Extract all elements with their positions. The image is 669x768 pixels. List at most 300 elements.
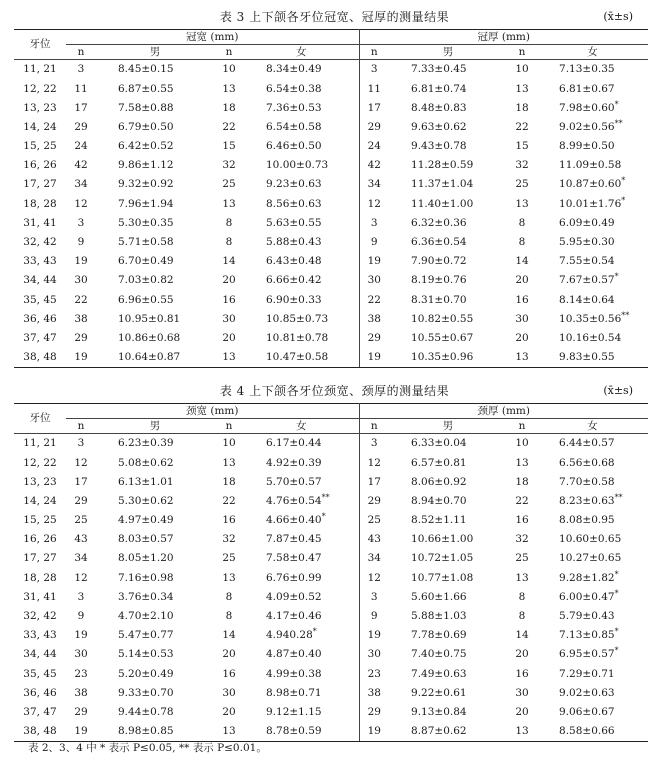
cell-n-female: 20 xyxy=(515,274,529,287)
cell-n-male: 34 xyxy=(74,178,88,191)
table-row xyxy=(14,329,648,348)
cell-n-female: 8 xyxy=(518,610,526,623)
cell-n-male: 29 xyxy=(74,331,88,344)
cell-value-male: 9.32±0.92 xyxy=(118,178,174,191)
cell-n-male: 29 xyxy=(367,494,381,507)
cell-value-male: 10.55±0.67 xyxy=(411,331,474,344)
table4-header-tooth: 牙位 xyxy=(14,404,66,434)
table-row xyxy=(14,607,648,626)
cell-n-female: 30 xyxy=(222,686,236,699)
cell-n-male: 29 xyxy=(74,705,88,718)
cell-value-male: 9.22±0.61 xyxy=(411,686,467,699)
cell-tooth-position: 35, 45 xyxy=(23,293,57,306)
cell-n-female: 30 xyxy=(515,312,529,325)
table-row xyxy=(14,588,648,607)
cell-value-female: 8.34±0.49 xyxy=(244,60,359,80)
table-row xyxy=(14,233,648,252)
cell-value-female: 10.47±0.58 xyxy=(244,348,359,368)
cell-value-male: 8.48±0.83 xyxy=(411,101,467,114)
table-row xyxy=(14,194,648,213)
cell-n-male: 25 xyxy=(367,514,381,527)
cell-value-male: 10.82±0.55 xyxy=(411,312,474,325)
cell-n-male: 42 xyxy=(367,159,381,172)
cell-value-male: 5.30±0.62 xyxy=(118,494,174,507)
cell-value-female: 6.54±0.38 xyxy=(244,79,359,98)
cell-value-male: 6.33±0.04 xyxy=(411,437,467,450)
cell-n-female: 8 xyxy=(518,216,526,229)
cell-n-female: 16 xyxy=(515,293,529,306)
cell-n-female: 20 xyxy=(222,331,236,344)
table-row xyxy=(14,626,648,645)
cell-n-female: 18 xyxy=(515,475,529,488)
cell-n-female: 13 xyxy=(222,571,236,584)
cell-n-male: 29 xyxy=(367,705,381,718)
cell-value-male: 10.95±0.81 xyxy=(118,312,181,325)
cell-tooth-position: 18, 28 xyxy=(23,571,57,584)
cell-n-male: 19 xyxy=(367,629,381,642)
cell-n-male: 9 xyxy=(77,610,85,623)
cell-n-male: 17 xyxy=(74,475,88,488)
cell-value-male: 6.87±0.55 xyxy=(118,82,174,95)
cell-n-female: 30 xyxy=(222,312,236,325)
cell-value-female: 6.54±0.58 xyxy=(244,118,359,137)
cell-n-male: 12 xyxy=(74,571,88,584)
cell-value-male: 4.97±0.49 xyxy=(118,514,174,527)
cell-value-female: 7.55±0.54 xyxy=(559,255,615,268)
cell-value-male: 11.28±0.59 xyxy=(411,159,474,172)
cell-n-male: 3 xyxy=(370,590,378,603)
cell-n-female: 25 xyxy=(222,552,236,565)
table3-sub-female: 女 xyxy=(537,45,648,60)
cell-value-male: 7.90±0.72 xyxy=(411,255,467,268)
cell-tooth-position: 12, 22 xyxy=(23,82,57,95)
cell-value-male: 8.19±0.76 xyxy=(411,274,467,287)
cell-tooth-position: 18, 28 xyxy=(23,197,57,210)
significance-marker: ** xyxy=(614,492,623,502)
cell-n-male: 3 xyxy=(77,63,85,76)
significance-marker: ** xyxy=(621,310,630,320)
cell-value-female: 4.99±0.38 xyxy=(244,664,359,683)
cell-value-male: 10.72±1.05 xyxy=(411,552,474,565)
cell-value-male: 6.42±0.52 xyxy=(118,140,174,153)
cell-value-female: 5.70±0.57 xyxy=(244,472,359,491)
significance-marker: * xyxy=(614,627,619,637)
cell-value-female: 10.16±0.54 xyxy=(559,331,622,344)
cell-value-female: 6.44±0.57 xyxy=(559,437,615,450)
cell-value-male: 5.47±0.77 xyxy=(118,629,174,642)
cell-n-female: 16 xyxy=(222,293,236,306)
cell-value-male: 6.32±0.36 xyxy=(411,216,467,229)
cell-value-male: 6.23±0.39 xyxy=(118,437,174,450)
cell-n-male: 17 xyxy=(367,475,381,488)
cell-n-female: 14 xyxy=(515,629,529,642)
cell-n-male: 42 xyxy=(74,159,88,172)
cell-tooth-position: 17, 27 xyxy=(23,178,57,191)
cell-n-female: 16 xyxy=(515,514,529,527)
cell-n-male: 12 xyxy=(367,456,381,469)
significance-marker: * xyxy=(614,272,619,282)
cell-n-male: 11 xyxy=(74,82,88,95)
cell-tooth-position: 17, 27 xyxy=(23,552,57,565)
cell-tooth-position: 37, 47 xyxy=(23,331,57,344)
cell-n-female: 16 xyxy=(222,514,236,527)
cell-value-female: 8.99±0.50 xyxy=(559,140,615,153)
cell-value-female: 10.81±0.78 xyxy=(244,329,359,348)
cell-value-male: 8.94±0.70 xyxy=(411,494,467,507)
cell-tooth-position: 32, 42 xyxy=(23,236,57,249)
cell-n-female: 13 xyxy=(507,722,537,742)
table-row xyxy=(14,472,648,491)
cell-value-female: 8.14±0.64 xyxy=(559,293,615,306)
cell-n-male: 23 xyxy=(367,667,381,680)
cell-tooth-position: 35, 45 xyxy=(23,667,57,680)
cell-value-male: 6.79±0.50 xyxy=(118,120,174,133)
table-row xyxy=(14,156,648,175)
cell-value-female: 4.87±0.40 xyxy=(244,645,359,664)
significance-marker: ** xyxy=(321,492,330,502)
cell-n-male: 30 xyxy=(367,648,381,661)
cell-n-male: 19 xyxy=(359,722,389,742)
cell-n-male: 34 xyxy=(367,178,381,191)
cell-value-female: 9.83±0.55 xyxy=(537,348,648,368)
cell-n-female: 10 xyxy=(515,63,529,76)
cell-n-female: 22 xyxy=(515,120,529,133)
table-row xyxy=(14,683,648,702)
cell-value-female: 6.56±0.68 xyxy=(559,456,615,469)
cell-n-female: 18 xyxy=(515,101,529,114)
cell-value-female: 4.09±0.52 xyxy=(244,588,359,607)
cell-value-male: 11.37±1.04 xyxy=(411,178,474,191)
cell-tooth-position: 11, 21 xyxy=(23,437,57,450)
table4-sub-n: n xyxy=(66,419,96,434)
table3-caption xyxy=(0,10,669,24)
cell-value-female: 4.66±0.40* xyxy=(244,511,359,530)
cell-value-male: 7.78±0.69 xyxy=(411,629,467,642)
cell-n-female: 13 xyxy=(222,197,236,210)
cell-tooth-position: 12, 22 xyxy=(23,456,57,469)
table-row xyxy=(14,722,648,742)
cell-n-female: 22 xyxy=(222,120,236,133)
cell-n-male: 19 xyxy=(74,255,88,268)
cell-n-male: 3 xyxy=(370,63,378,76)
footnote: 表 2、3、4 中 * 表示 P≤0.05, ** 表示 P≤0.01。 xyxy=(28,742,267,754)
table-row xyxy=(14,118,648,137)
cell-value-male: 8.05±1.20 xyxy=(118,552,174,565)
cell-value-male: 6.57±0.81 xyxy=(411,456,467,469)
cell-value-male: 11.40±1.00 xyxy=(411,197,474,210)
cell-tooth-position: 34, 44 xyxy=(23,274,57,287)
cell-value-female: 6.90±0.33 xyxy=(244,290,359,309)
cell-value-male: 8.52±1.11 xyxy=(411,514,467,527)
cell-value-male: 10.35±0.96 xyxy=(389,348,507,368)
cell-value-male: 5.60±1.66 xyxy=(411,590,467,603)
table3-unit: (x̄±s) xyxy=(603,10,633,23)
table3-sub-male: 男 xyxy=(389,45,507,60)
cell-n-female: 10 xyxy=(222,63,236,76)
cell-value-female: 10.87±0.60* xyxy=(559,176,626,191)
table-row xyxy=(14,703,648,722)
cell-value-male: 7.49±0.63 xyxy=(411,667,467,680)
cell-value-female: 8.58±0.66 xyxy=(537,722,648,742)
significance-marker: ** xyxy=(614,118,623,128)
cell-n-male: 3 xyxy=(77,216,85,229)
table-row xyxy=(14,549,648,568)
cell-n-male: 19 xyxy=(66,348,96,368)
table-row xyxy=(14,175,648,194)
cell-tooth-position: 36, 46 xyxy=(23,686,57,699)
significance-marker: * xyxy=(321,512,326,522)
cell-tooth-position: 11, 21 xyxy=(23,63,57,76)
cell-n-female: 14 xyxy=(222,629,236,642)
table4-header-neck-thickness: 颈厚 (mm) xyxy=(359,404,648,419)
cell-n-male: 3 xyxy=(370,437,378,450)
cell-n-female: 8 xyxy=(225,236,233,249)
cell-tooth-position: 13, 23 xyxy=(23,475,57,488)
table4-caption xyxy=(0,384,669,398)
table3-header-tooth: 牙位 xyxy=(14,30,66,60)
cell-value-male: 5.71±0.58 xyxy=(118,236,174,249)
cell-value-male: 10.64±0.87 xyxy=(96,348,214,368)
cell-value-female: 5.79±0.43 xyxy=(559,610,615,623)
cell-n-male: 25 xyxy=(74,514,88,527)
table-row xyxy=(14,645,648,664)
significance-marker: * xyxy=(614,588,619,598)
cell-value-male: 8.98±0.85 xyxy=(96,722,214,742)
table4-sub-female: 女 xyxy=(537,419,648,434)
cell-tooth-position: 33, 43 xyxy=(23,629,57,642)
cell-n-female: 8 xyxy=(225,590,233,603)
cell-value-male: 7.03±0.82 xyxy=(118,274,174,287)
cell-n-male: 22 xyxy=(74,293,88,306)
table3-body xyxy=(14,60,648,368)
cell-value-female: 6.43±0.48 xyxy=(244,252,359,271)
cell-value-male: 6.70±0.49 xyxy=(118,255,174,268)
cell-n-female: 13 xyxy=(214,348,244,368)
cell-n-female: 20 xyxy=(515,331,529,344)
cell-value-female: 7.98±0.60* xyxy=(559,99,619,114)
cell-tooth-position: 14, 24 xyxy=(23,120,57,133)
cell-tooth-position: 13, 23 xyxy=(23,101,57,114)
cell-value-female: 8.56±0.63 xyxy=(244,194,359,213)
table4-sub-male: 男 xyxy=(389,419,507,434)
cell-value-female: 4.76±0.54** xyxy=(244,492,359,511)
cell-value-female: 7.29±0.71 xyxy=(559,667,615,680)
cell-value-female: 6.46±0.50 xyxy=(244,137,359,156)
significance-marker: * xyxy=(614,646,619,656)
cell-n-female: 13 xyxy=(214,722,244,742)
cell-n-female: 32 xyxy=(222,159,236,172)
cell-n-female: 13 xyxy=(507,348,537,368)
cell-n-male: 38 xyxy=(74,312,88,325)
cell-tooth-position: 31, 41 xyxy=(23,590,57,603)
cell-n-male: 29 xyxy=(367,120,381,133)
table3-header-crown-thickness: 冠厚 (mm) xyxy=(359,30,648,45)
cell-value-female: 9.23±0.63 xyxy=(244,175,359,194)
cell-value-female: 10.35±0.56** xyxy=(559,310,630,325)
cell-n-male: 3 xyxy=(77,437,85,450)
cell-n-male: 30 xyxy=(74,274,88,287)
table4-sub-n: n xyxy=(214,419,244,434)
cell-tooth-position: 34, 44 xyxy=(23,648,57,661)
cell-value-male: 8.03±0.57 xyxy=(118,533,174,546)
cell-tooth-position: 16, 26 xyxy=(23,159,57,172)
table-row xyxy=(14,434,648,454)
table3-sub-n: n xyxy=(507,45,537,60)
cell-value-female: 4.17±0.46 xyxy=(244,607,359,626)
cell-n-male: 17 xyxy=(367,101,381,114)
cell-n-male: 30 xyxy=(74,648,88,661)
cell-value-male: 9.33±0.70 xyxy=(118,686,174,699)
cell-value-female: 7.70±0.58 xyxy=(559,475,615,488)
table3-sub-n: n xyxy=(359,45,389,60)
cell-value-male: 5.14±0.53 xyxy=(118,648,174,661)
cell-value-male: 3.76±0.34 xyxy=(118,590,174,603)
significance-marker: * xyxy=(614,569,619,579)
cell-n-female: 8 xyxy=(225,610,233,623)
cell-n-male: 23 xyxy=(74,667,88,680)
cell-n-male: 19 xyxy=(66,722,96,742)
cell-value-female: 9.12±1.15 xyxy=(244,703,359,722)
cell-value-female: 6.81±0.67 xyxy=(559,82,615,95)
cell-n-female: 32 xyxy=(222,533,236,546)
cell-n-male: 12 xyxy=(74,197,88,210)
cell-value-female: 7.87±0.45 xyxy=(244,530,359,549)
cell-n-female: 20 xyxy=(222,274,236,287)
table-row xyxy=(14,453,648,472)
cell-value-female: 9.06±0.67 xyxy=(559,705,615,718)
table-row xyxy=(14,664,648,683)
cell-value-male: 4.70±2.10 xyxy=(118,610,174,623)
significance-marker: * xyxy=(621,176,626,186)
table3-sub-n: n xyxy=(66,45,96,60)
cell-value-male: 6.96±0.55 xyxy=(118,293,174,306)
cell-value-female: 7.13±0.35 xyxy=(559,63,615,76)
cell-value-male: 9.63±0.62 xyxy=(411,120,467,133)
cell-n-male: 30 xyxy=(367,274,381,287)
table4 xyxy=(14,403,648,742)
cell-n-female: 32 xyxy=(515,533,529,546)
cell-tooth-position: 33, 43 xyxy=(23,255,57,268)
table-row xyxy=(14,271,648,290)
table-row xyxy=(14,511,648,530)
cell-n-female: 10 xyxy=(222,437,236,450)
significance-marker: * xyxy=(614,99,619,109)
cell-n-male: 43 xyxy=(367,533,381,546)
table-row xyxy=(14,492,648,511)
table4-header-neck-width: 颈宽 (mm) xyxy=(66,404,359,419)
table4-sub-n: n xyxy=(359,419,389,434)
cell-n-female: 13 xyxy=(515,82,529,95)
cell-n-female: 22 xyxy=(515,494,529,507)
cell-n-male: 29 xyxy=(367,331,381,344)
cell-value-female: 6.09±0.49 xyxy=(559,216,615,229)
significance-marker: * xyxy=(312,627,317,637)
cell-tooth-position: 38, 48 xyxy=(14,348,66,368)
table4-title: 表 4 上下颌各牙位颈宽、颈厚的测量结果 xyxy=(219,384,450,398)
cell-n-male: 34 xyxy=(74,552,88,565)
table4-sub-female: 女 xyxy=(244,419,359,434)
cell-value-male: 9.44±0.78 xyxy=(118,705,174,718)
cell-value-male: 7.33±0.45 xyxy=(411,63,467,76)
cell-value-female: 7.13±0.85* xyxy=(559,627,619,642)
cell-value-male: 9.13±0.84 xyxy=(411,705,467,718)
cell-value-male: 7.16±0.98 xyxy=(118,571,174,584)
cell-value-female: 11.09±0.58 xyxy=(559,159,622,172)
cell-n-male: 38 xyxy=(367,686,381,699)
cell-n-female: 20 xyxy=(515,648,529,661)
cell-value-female: 8.98±0.71 xyxy=(244,683,359,702)
cell-n-female: 20 xyxy=(222,705,236,718)
cell-value-male: 6.13±1.01 xyxy=(118,475,174,488)
cell-n-male: 24 xyxy=(367,140,381,153)
table3-title: 表 3 上下颌各牙位冠宽、冠厚的测量结果 xyxy=(219,10,450,24)
cell-value-female: 6.76±0.99 xyxy=(244,568,359,587)
cell-value-male: 7.40±0.75 xyxy=(411,648,467,661)
cell-tooth-position: 14, 24 xyxy=(23,494,57,507)
cell-value-male: 7.96±1.94 xyxy=(118,197,174,210)
cell-n-male: 9 xyxy=(370,610,378,623)
cell-n-female: 20 xyxy=(515,705,529,718)
cell-value-male: 6.36±0.54 xyxy=(411,236,467,249)
cell-n-female: 13 xyxy=(515,571,529,584)
cell-n-male: 11 xyxy=(367,82,381,95)
cell-n-female: 15 xyxy=(222,140,236,153)
cell-n-male: 29 xyxy=(74,120,88,133)
cell-value-female: 9.02±0.63 xyxy=(559,686,615,699)
cell-n-female: 8 xyxy=(225,216,233,229)
table3-sub-female: 女 xyxy=(244,45,359,60)
cell-n-female: 20 xyxy=(222,648,236,661)
table-row xyxy=(14,290,648,309)
cell-value-female: 7.36±0.53 xyxy=(244,98,359,117)
cell-n-female: 30 xyxy=(515,686,529,699)
cell-value-female: 4.940.28* xyxy=(244,626,359,645)
cell-n-male: 43 xyxy=(74,533,88,546)
cell-n-female: 14 xyxy=(515,255,529,268)
cell-tooth-position: 37, 47 xyxy=(23,705,57,718)
cell-n-male: 9 xyxy=(77,236,85,249)
cell-tooth-position: 15, 25 xyxy=(23,514,57,527)
cell-n-male: 3 xyxy=(370,216,378,229)
cell-value-male: 9.43±0.78 xyxy=(411,140,467,153)
table4-unit: (x̄±s) xyxy=(603,384,633,397)
cell-value-male: 9.86±1.12 xyxy=(118,159,174,172)
table3-sub-male: 男 xyxy=(96,45,214,60)
cell-n-male: 19 xyxy=(367,255,381,268)
cell-n-male: 12 xyxy=(74,456,88,469)
cell-value-female: 9.28±1.82* xyxy=(559,569,619,584)
table-row xyxy=(14,60,648,80)
cell-value-female: 6.95±0.57* xyxy=(559,646,619,661)
cell-tooth-position: 38, 48 xyxy=(14,722,66,742)
cell-n-male: 38 xyxy=(74,686,88,699)
cell-value-female: 7.58±0.47 xyxy=(244,549,359,568)
cell-n-female: 25 xyxy=(222,178,236,191)
cell-n-female: 10 xyxy=(515,437,529,450)
cell-value-female: 8.08±0.95 xyxy=(559,514,615,527)
cell-value-male: 5.08±0.62 xyxy=(118,456,174,469)
cell-n-female: 13 xyxy=(222,456,236,469)
cell-n-male: 19 xyxy=(74,629,88,642)
table-row xyxy=(14,309,648,328)
table4-body xyxy=(14,434,648,742)
cell-n-male: 38 xyxy=(367,312,381,325)
cell-value-male: 5.20±0.49 xyxy=(118,667,174,680)
cell-n-male: 17 xyxy=(74,101,88,114)
table3 xyxy=(14,29,648,368)
cell-n-male: 24 xyxy=(74,140,88,153)
cell-n-female: 13 xyxy=(515,456,529,469)
